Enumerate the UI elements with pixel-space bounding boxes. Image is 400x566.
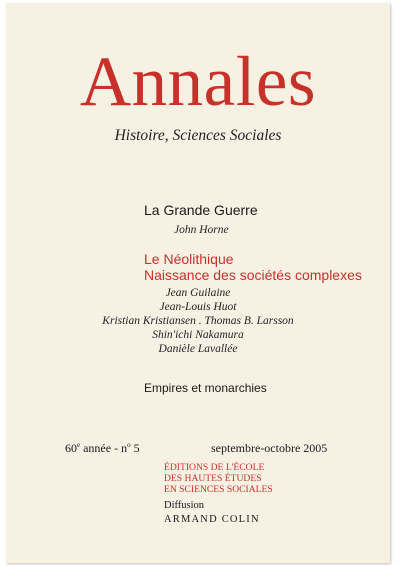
section-title-grande-guerre: La Grande Guerre [144, 202, 258, 218]
journal-cover [6, 3, 390, 563]
author-name: Danièle Lavallée [158, 343, 238, 355]
journal-subtitle: Histoire, Sciences Sociales [114, 127, 282, 144]
journal-title: Annales [79, 43, 317, 121]
diffusion-label: Diffusion [164, 500, 205, 511]
issue-number [65, 441, 140, 456]
section-subtitle-neolithique: Naissance des sociétés complexes [144, 267, 362, 283]
author-name: Jean-Louis Huot [159, 301, 237, 313]
issue-period: septembre-octobre 2005 [211, 441, 328, 455]
author-name: Jean Guilaine [165, 287, 231, 299]
distributor-name: ARMAND COLIN [164, 514, 260, 525]
number-value: 5 [130, 441, 140, 455]
volume-label: année - n [80, 441, 128, 455]
section-title-neolithique: Le Néolithique [144, 251, 234, 267]
author-name: Shin'ichi Nakamura [152, 329, 244, 341]
publisher-line: EN SCIENCES SOCIALES [164, 484, 273, 495]
publisher-block [164, 462, 273, 495]
author-name: Kristian Kristiansen . Thomas B. Larsson [102, 315, 294, 327]
section-title-empires: Empires et monarchies [144, 381, 267, 395]
volume-suffix: e [77, 441, 81, 449]
publisher-line: ÉDITIONS DE L'ÉCOLE [164, 462, 265, 473]
volume-number: 60 [65, 441, 77, 455]
publisher-line: DES HAUTES ÉTUDES [164, 473, 262, 484]
author-name: John Horne [174, 224, 229, 236]
number-suffix: o [127, 441, 131, 449]
